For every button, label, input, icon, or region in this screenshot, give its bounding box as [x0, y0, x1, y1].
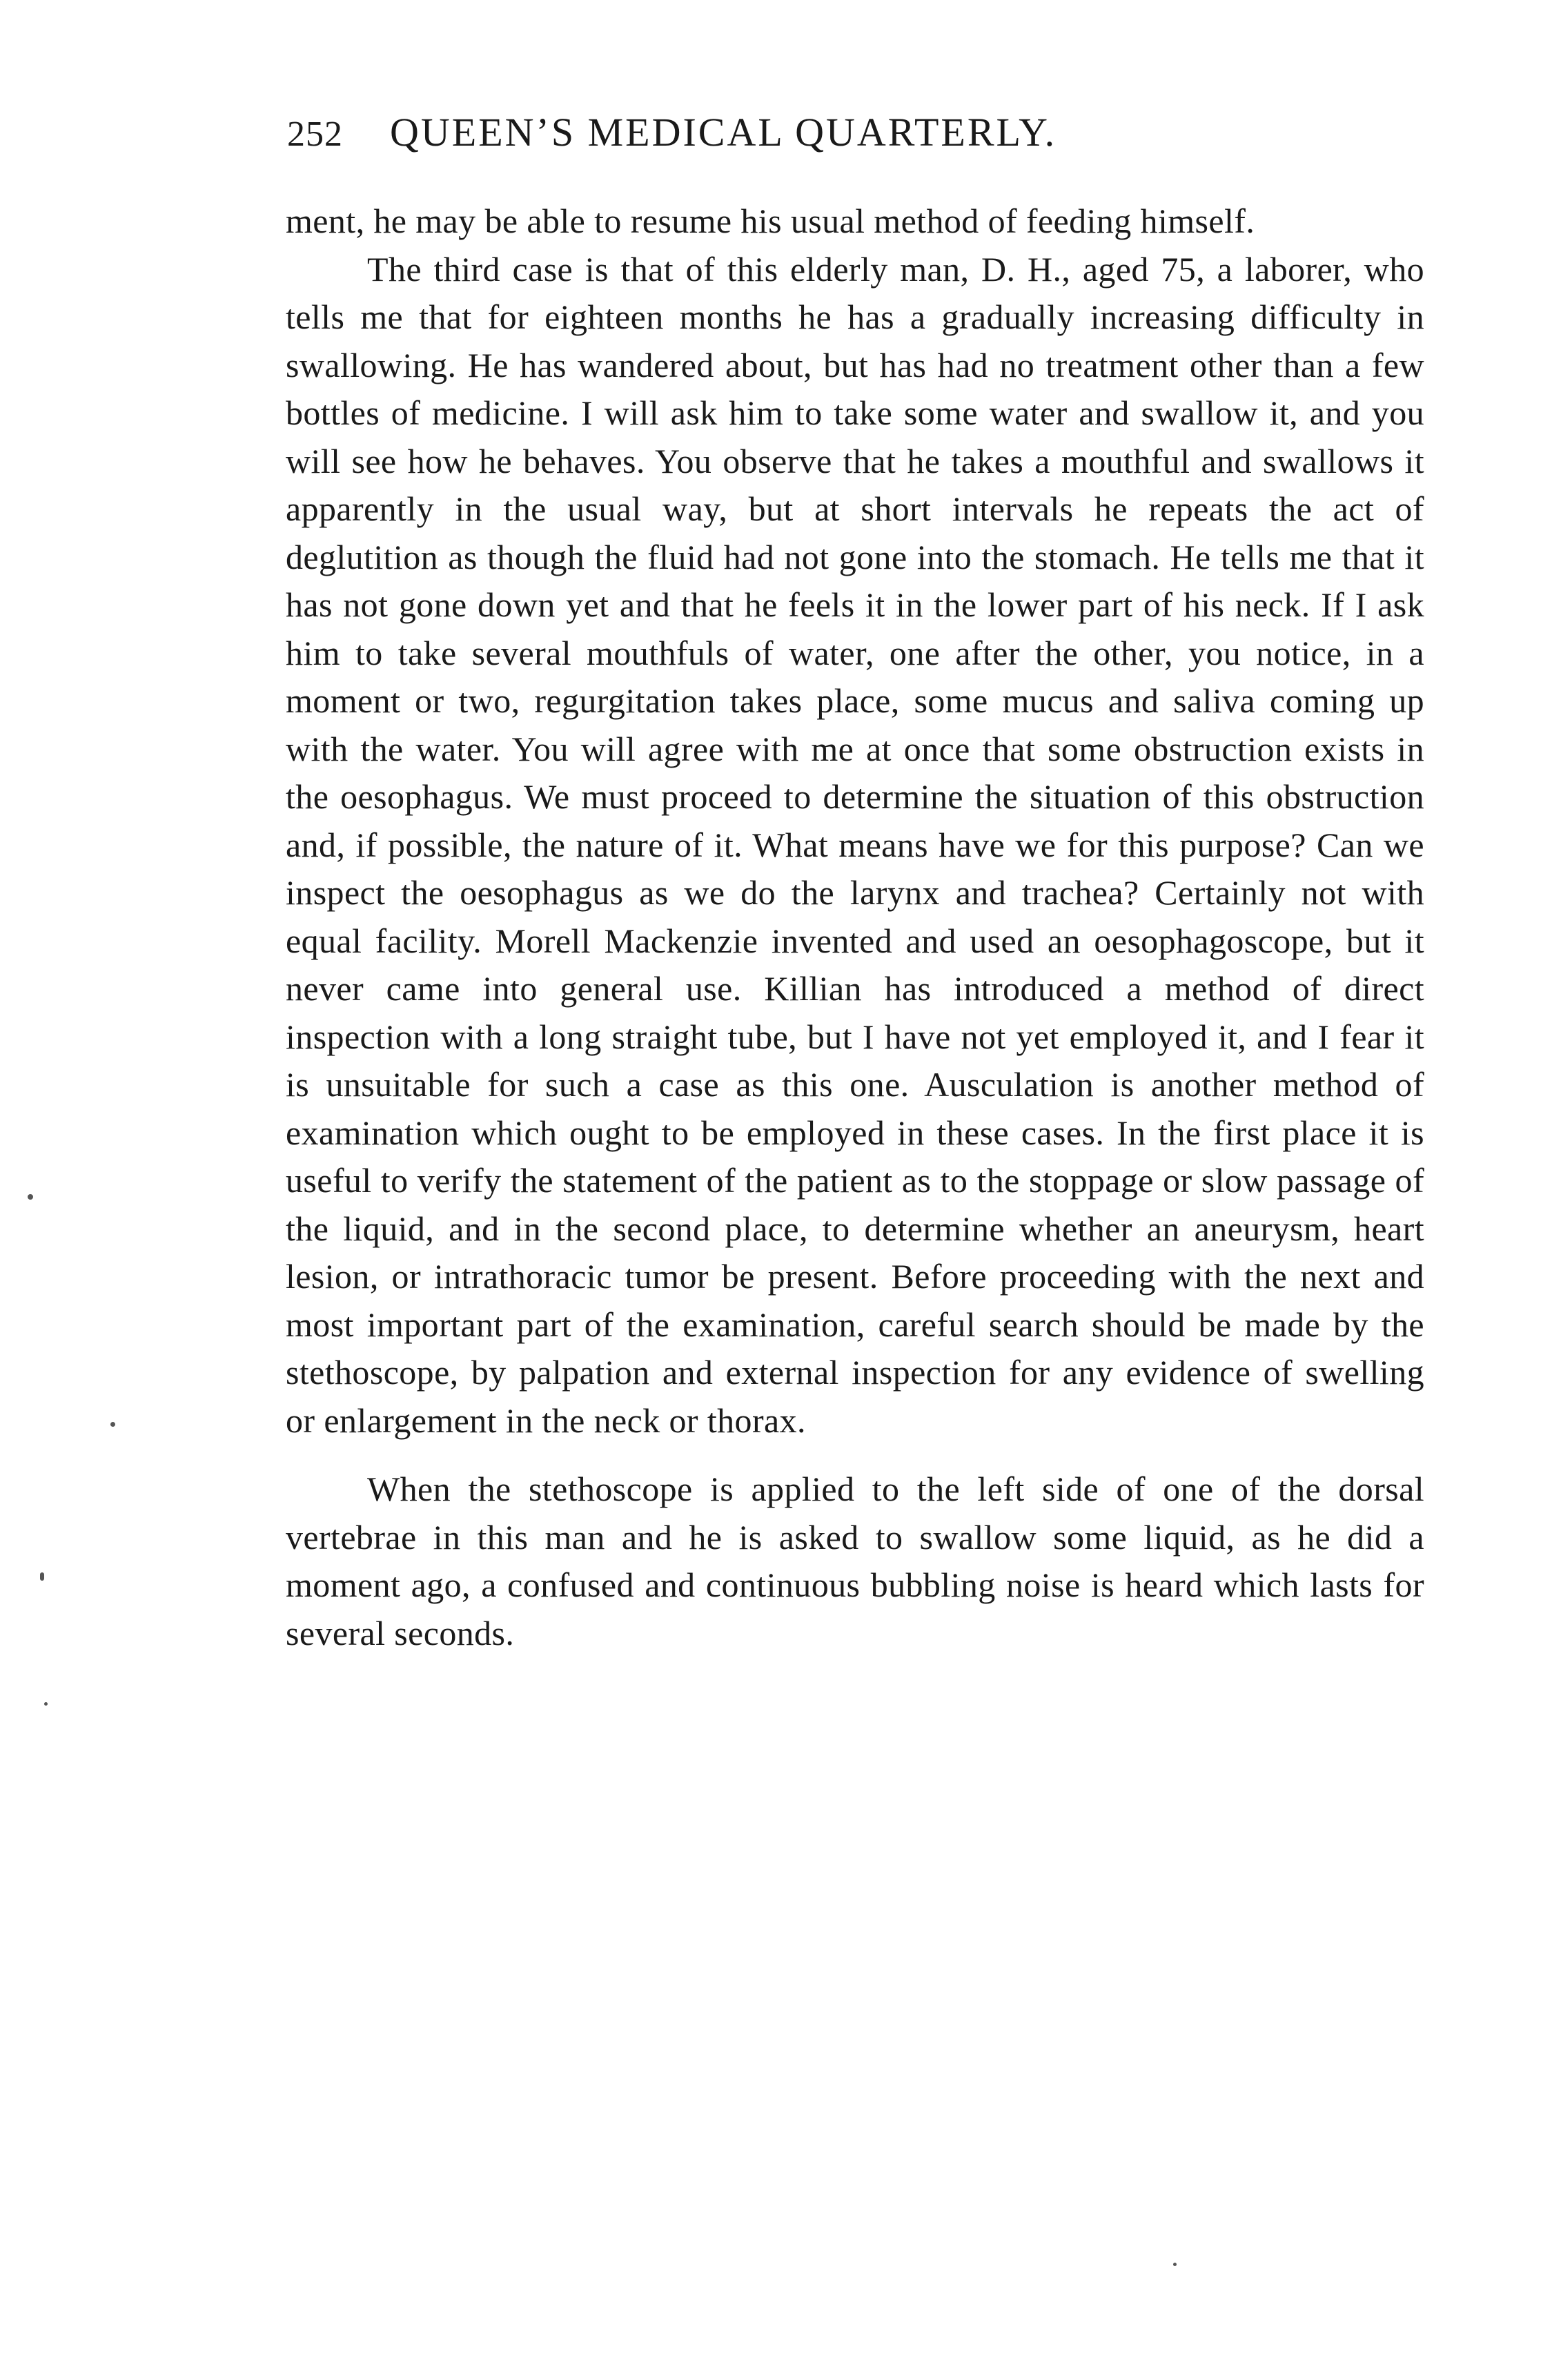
paragraph-stethoscope: When the stethoscope is applied to the left side of one of the dorsal vertebrae in this man and he is asked to swallow some liquid, as he did a moment ago, a confused and continuous bubbling noise is heard which lasts for several seconds.	[286, 1470, 1424, 1652]
margin-speck	[28, 1194, 33, 1200]
margin-speck	[40, 1572, 44, 1581]
paragraph-continued: ment, he may be able to resume his usual method of feeding himself.	[286, 202, 1255, 240]
paragraph-third-case: The third case is that of this elderly man, D. H., aged 75, a laborer, who tells me that for eighteen months he has a gradually increasing difficulty in swallowing. He has wandered about, but has had no treatment other than a few bottles of medicine. I will ask him to take some water and swallow it, and you will see how he behaves. You observe that he takes a mouthful and swallows it apparently in the usual way, but at short intervals he repeats the act of deglutition as though the fluid had not gone into the stomach. He tells me that it has not gone down yet and that he feels it in the lower part of his neck. If I ask him to take several mouthfuls of water, one after the other, you notice, in a moment or two, regurgitation takes place, some mucus and saliva coming up with the water. You will agree with me at once that some obstruction exists in the oesophagus. We must proceed to determine the situation of this obstruction and, if possible, the nature of it. What means have we for this purpose? Can we inspect the oesophagus as we do the larynx and trachea? Certainly not with equal facility. Morell Mackenzie invented and used an oesophagoscope, but it never came into general use. Killian has introduced a method of direct inspection with a long straight tube, but I have not yet employed it, and I fear it is unsuitable for such a case as this one. Ausculation is another method of examination which ought to be employed in these cases. In the first place it is useful to verify the statement of the patient as to the stoppage or slow passage of the liquid, and in the second place, to determine whether an aneurysm, heart lesion, or intrathoracic tumor be present. Before proceeding with the next and most important part of the examination, careful search should be made by the stethoscope, by palpation and external inspection for any evidence of swelling or enlargement in the neck or thorax.	[286, 249, 1424, 1440]
journal-title: QUEEN’S MEDICAL QUARTERLY.	[390, 110, 1057, 155]
margin-speck	[110, 1422, 115, 1427]
margin-speck	[1173, 2263, 1177, 2266]
page-number: 252	[287, 115, 343, 154]
running-head	[287, 109, 1267, 171]
body-text	[286, 197, 1424, 1657]
margin-speck	[44, 1702, 48, 1706]
